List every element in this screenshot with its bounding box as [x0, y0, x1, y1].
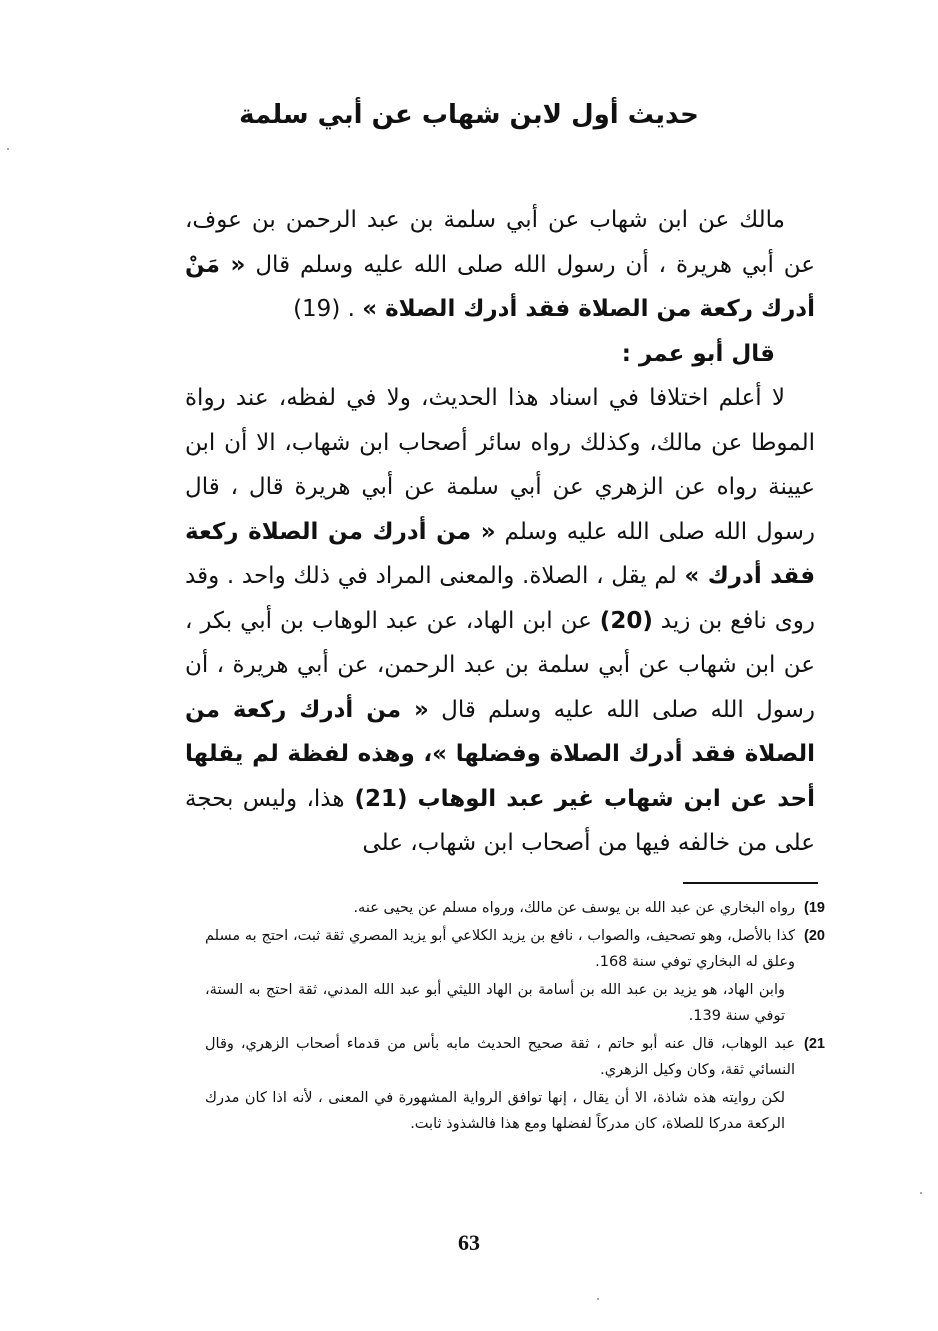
footnote-text: عبد الوهاب، قال عنه أبو حاتم ، ثقة صحيح الحديث مابه بأس من قدماء أصحاب الزهري، وقال النسائي ثقة، وكان وكيل الزهري.: [205, 1036, 795, 1078]
footnote-21-continuation: لكن روايته هذه شاذة، الا أن يقال ، إنها توافق الرواية المشهورة في المعنى ، لأنه اذا كان مدرك الركعة مدركا للصلاة، كان مدركاً لفضلها ومع هذا فالشذوذ ثابت.: [205, 1090, 785, 1132]
paragraph-1-text: مالك عن ابن شهاب عن أبي سلمة بن عبد الرحمن بن عوف، عن أبي هريرة ، أن رسول الله صلى الله عليه وسلم قال: [185, 207, 815, 278]
footnote-20-continuation: وابن الهاد، هو يزيد بن عبد الله بن أسامة بن الهاد الليثي أبو عبد الله المدني، ثقة احتج به الستة، توفي سنة 139.: [205, 982, 785, 1024]
footnote-ref-19: . (19): [293, 296, 363, 322]
paragraph-2-text-a: لا أعلم اختلافا في اسناد هذا الحديث، ولا في لفظه، عند رواة الموطا عن مالك، وكذلك رواه سائر أصحاب ابن شهاب، الا أن ابن عيينة رواه عن الزهري عن أبي سلمة عن أبي هريرة قال ، قال رسول الله صلى الله عليه وسلم: [185, 385, 815, 545]
footnote-20: [205, 923, 825, 975]
hadith-quote-ibn-uyayna: « من أدرك من الصلاة ركعة فقد أدرك »: [185, 518, 815, 589]
footnote-text: كذا بالأصل، وهو تصحيف، والصواب ، نافع بن يزيد الكلاعي أبو يزيد المصري ثقة ثبت، احتج به مسلم وعلق له البخاري توفي سنة 168.: [205, 928, 795, 970]
scan-speck: [920, 1192, 922, 1194]
main-text: [185, 198, 815, 866]
footnote-ref-20: (20): [599, 607, 653, 634]
page-number: 63: [458, 1230, 480, 1255]
paragraph-2-text-d: هذا، وليس بحجة على من خالفه فيها من أصحاب ابن شهاب، على: [185, 785, 815, 856]
page-title: حديث أول لابن شهاب عن أبي سلمة: [239, 100, 699, 130]
footnote-19: [205, 895, 825, 921]
footnote-number: 19): [804, 900, 825, 916]
footnote-separator: [683, 882, 818, 884]
hadith-quote: « مَنْ أدرك ركعة من الصلاة فقد أدرك الصلاة »: [185, 251, 815, 322]
footnote-number: 20): [804, 928, 825, 944]
footnote-21: [205, 1031, 825, 1083]
scan-speck: [597, 1298, 599, 1300]
footnote-ref-21: (21): [344, 785, 418, 812]
paragraph-2-text-b: لم يقل ، الصلاة. والمعنى المراد في ذلك واحد . وقد روى نافع بن زيد: [185, 563, 815, 634]
scan-speck: [7, 148, 9, 150]
paragraph-2-text-c: عن ابن الهاد، عن عبد الوهاب بن أبي بكر ، عن ابن شهاب عن أبي سلمة بن عبد الرحمن، عن أبي هريرة ، أن رسول الله صلى الله عليه وسلم قال: [185, 607, 815, 723]
footnote-text: رواه البخاري عن عبد الله بن يوسف عن مالك، ورواه مسلم عن يحيى عنه.: [353, 900, 795, 916]
section-heading: قال أبو عمر :: [621, 340, 775, 367]
paragraph-1: [185, 198, 815, 332]
footnotes: [205, 895, 825, 1139]
footnote-number: 21): [804, 1036, 825, 1052]
hadith-quote-abd-al-wahhab: « من أدرك ركعة من الصلاة فقد أدرك الصلاة وفضلها »، وهذه لفظة لم يقلها أحد عن ابن شهاب غير عبد الوهاب: [185, 696, 815, 812]
paragraph-2: [185, 376, 815, 866]
